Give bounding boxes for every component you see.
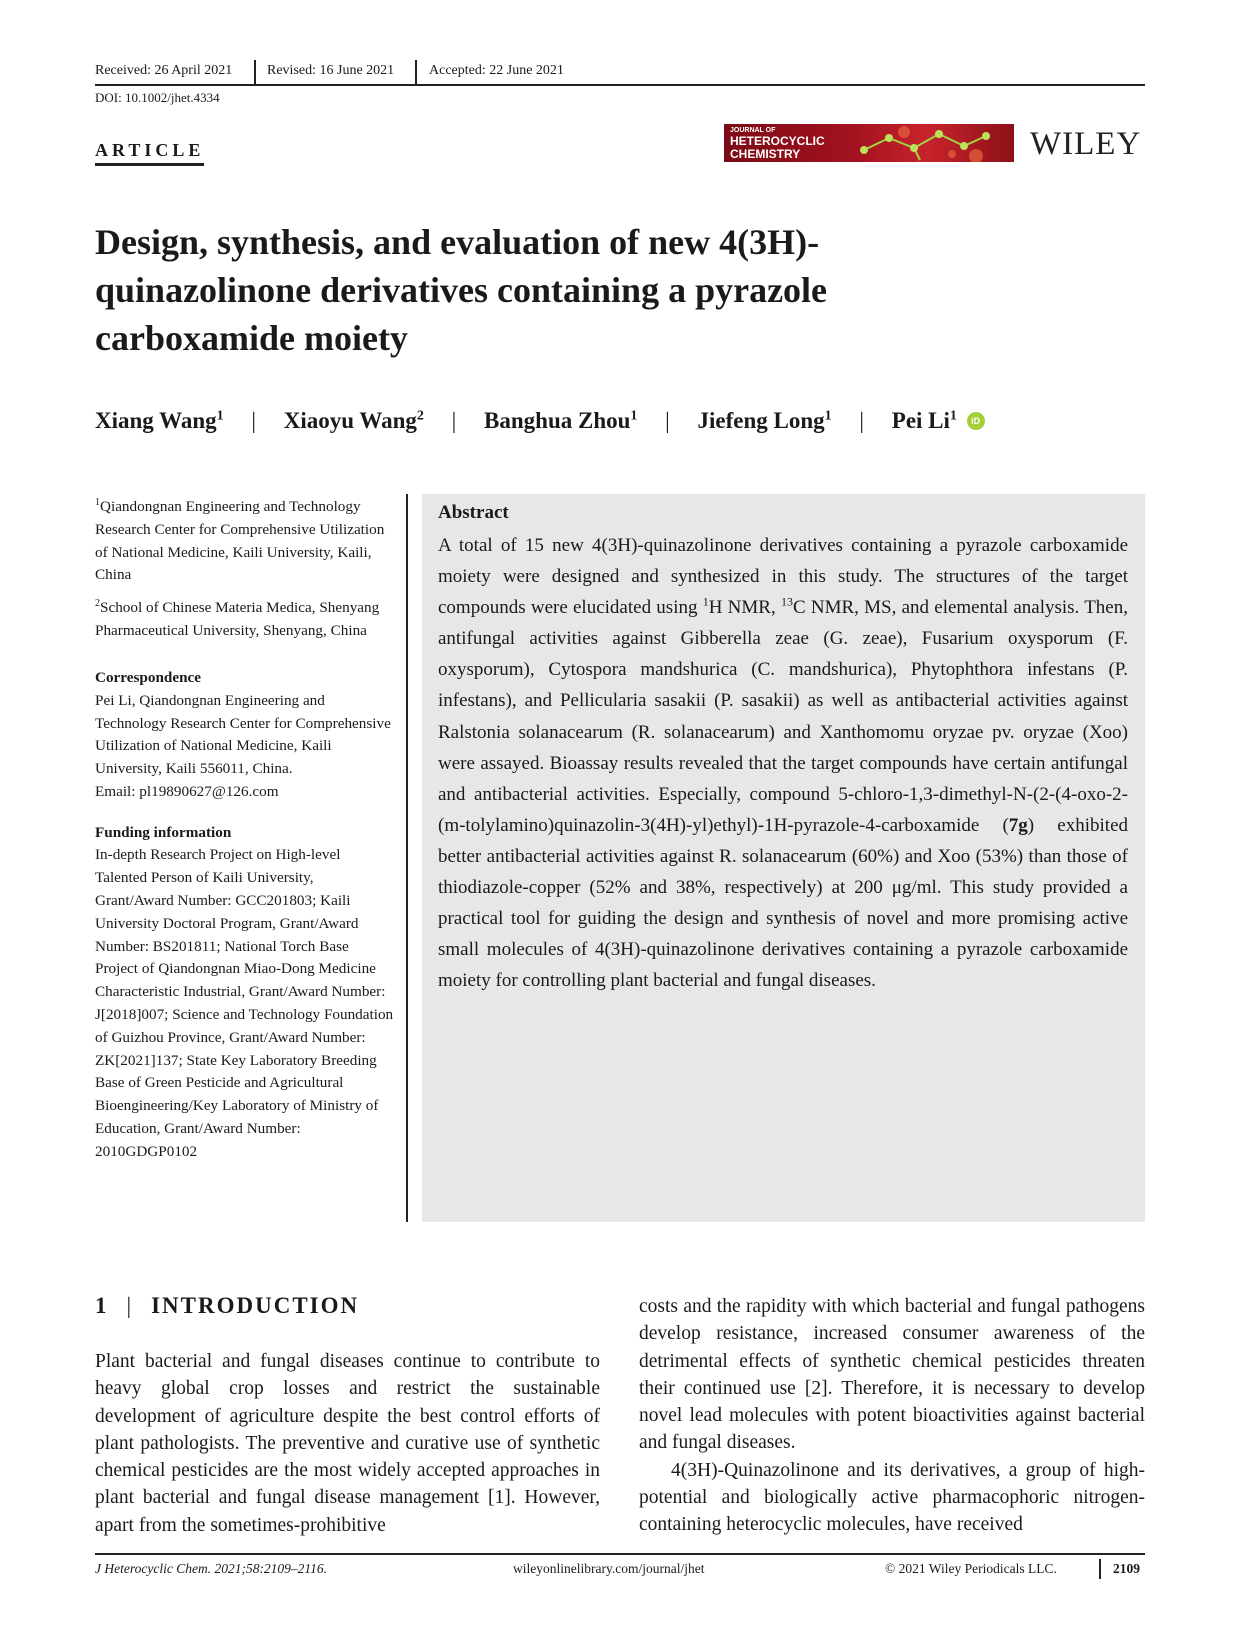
- affiliation-number: 1: [95, 497, 100, 508]
- article-sidebar: [95, 492, 395, 1164]
- author-separator: |: [251, 408, 257, 433]
- superscript: 1: [702, 594, 709, 609]
- copyright: © 2021 Wiley Periodicals LLC.: [885, 1561, 1057, 1576]
- journal-citation: J Heterocyclic Chem. 2021;58:2109–2116.: [95, 1561, 328, 1576]
- section-number: 1: [95, 1293, 109, 1318]
- author-affiliation-number: 1: [824, 408, 832, 424]
- affiliation-text: School of Chinese Materia Medica, Shenyang Pharmaceutical University, Shenyang, China: [95, 599, 380, 640]
- superscript: 13: [780, 594, 793, 609]
- compound-label: 7g: [1008, 814, 1028, 836]
- abstract-segment: H NMR,: [708, 597, 781, 619]
- intro-paragraph: Plant bacterial and fungal diseases continue to contribute to heavy global crop losses and restrict the sustainable development of agriculture despite the best control efforts of plant pathologists. The preventive and curative use of synthetic chemical pesticides are the most widely accepted approaches in plant bacterial and fungal disease management [1]. However, apart from the sometimes-prohibitive: [95, 1351, 600, 1536]
- author-separator: |: [859, 408, 865, 433]
- revised-date: Revised: 16 June 2021: [267, 63, 395, 78]
- journal-logo-line: HETEROCYCLIC: [730, 134, 825, 148]
- author-name: Xiaoyu Wang: [283, 408, 417, 433]
- abstract-text: [438, 530, 1128, 996]
- author-separator: |: [665, 408, 670, 433]
- author-affiliation-number: 1: [949, 408, 957, 424]
- author-separator: |: [451, 408, 457, 433]
- affiliation-number: 2: [95, 598, 100, 610]
- publisher-logo: WILEY: [1030, 126, 1142, 162]
- correspondence-heading: Correspondence: [95, 668, 202, 686]
- correspondence-text: Pei Li, Qiandongnan Engineering and Technology Research Center for Comprehensive Utilization of National Medicine, Kaili University, Kaili 556011, China.: [95, 691, 391, 778]
- intro-column-right: [639, 1293, 1145, 1539]
- abstract-segment: C NMR, MS, and elemental analysis. Then, antifungal activities against Gibberella zeae (G. zeae), Fusarium oxysporum (F. oxysporum), Cytospora mandshurica (C. mandshurica), Phytophthora infestans (P. infestans), and Pellicularia sasakii (P. sasakii) as well as antibacterial activities against Ralstonia solanacearum (R. solanacearum) and Xanthomomu oryzae pv. oryzae (Xoo) were assayed. Bioassay results revealed that the target compounds have certain antifungal and antibacterial activities. Especially, compound 5-chloro-1,3-dimethyl-N-(2-(4-oxo-2-(m-tolylamino)quinazolin-3(4H)-yl)ethyl)-1H-pyrazole-4-carboxamide (: [438, 597, 1128, 836]
- affiliation-text: Qiandongnan Engineering and Technology Research Center for Comprehensive Utilization of National Medicine, Kaili University, Kaili, China: [95, 498, 385, 584]
- accepted-date: Accepted: 22 June 2021: [429, 63, 564, 78]
- correspondence-email[interactable]: Email: pl19890627@126.com: [95, 782, 279, 800]
- funding-text: In-depth Research Project on High-level Talented Person of Kaili University, Grant/Award Number: GCC201803; Kaili University Doctoral Program, Grant/Award Number: BS201811; National Torch Base Project of Qiandongnan Miao-Dong Medicine Characteristic Industrial, Grant/Award Number: J[2018]007; Science and Technology Foundation of Guizhou Province, Grant/Award Number: ZK[2021]137; State Key Laboratory Breeding Base of Green Pesticide and Agricultural Bioengineering/Key Laboratory of Ministry of Education, Grant/Award Number: 2010GDGP0102: [95, 846, 394, 1160]
- journal-logo-line: JOURNAL OF: [730, 127, 776, 134]
- abstract-segment: ) exhibited better antibacterial activities against R. solanacearum (60%) and Xoo (53%) than those of thiodiazole-copper (52% and 38%, respectively) at 200 μg/ml. This study provided a practical tool for guiding the design and synthesis of novel and more promising active small molecules of 4(3H)-quinazolinone derivatives containing a pyrazole carboxamide moiety for controlling plant bacterial and fungal diseases.: [438, 814, 1128, 992]
- doi[interactable]: DOI: 10.1002/jhet.4334: [95, 90, 220, 105]
- author-name: Banghua Zhou: [484, 408, 631, 433]
- publication-dates: [95, 60, 1145, 86]
- author[interactable]: [698, 408, 832, 433]
- date-separator: [415, 60, 417, 84]
- journal-logo: [724, 124, 1014, 162]
- affiliation: [95, 492, 395, 587]
- section-title: INTRODUCTION: [151, 1293, 360, 1318]
- author-list: [95, 408, 1155, 434]
- page-footer: [95, 1561, 1145, 1581]
- journal-logo-line: CHEMISTRY: [730, 147, 801, 161]
- intro-paragraph: costs and the rapidity with which bacterial and fungal pathogens develop resistance, increased consumer awareness of the detrimental effects of synthetic chemical pesticides threaten their continued use [2]. Therefore, it is necessary to develop novel lead molecules with potent bioactivities against bacterial and fungal diseases.: [639, 1296, 1145, 1454]
- date-separator: [254, 60, 256, 84]
- author-name: Jiefeng Long: [697, 408, 825, 433]
- abstract-heading: Abstract: [438, 502, 509, 523]
- footer-rule: [95, 1553, 1145, 1555]
- author[interactable]: [284, 408, 424, 433]
- abstract-box: [422, 494, 1145, 1222]
- author-name: Xiang Wang: [95, 408, 217, 433]
- affiliation: [95, 593, 395, 643]
- author-affiliation-number: 1: [630, 408, 638, 424]
- author-name: Pei Li: [891, 408, 950, 433]
- section-separator: |: [126, 1293, 134, 1318]
- column-divider: [406, 494, 408, 1222]
- author-affiliation-number: 2: [416, 408, 424, 424]
- author[interactable]: [892, 408, 957, 433]
- funding-heading: Funding information: [95, 823, 232, 841]
- intro-paragraph: 4(3H)-Quinazolinone and its derivatives, a group of high-potential and biologically active pharmacophoric nitrogen-containing heterocyclic molecules, have received: [639, 1459, 1145, 1536]
- footer-separator: [1099, 1559, 1101, 1579]
- author[interactable]: [95, 408, 224, 433]
- article-type-label: ARTICLE: [95, 140, 204, 166]
- section-heading: [95, 1293, 359, 1319]
- page-number: 2109: [1113, 1561, 1140, 1576]
- abstract-segment: A total of 15 new 4(3H)-quinazolinone derivatives containing a pyrazole carboxamide moiety were designed and synthesized in this study. The structures of the target compounds were elucidated using: [438, 535, 1128, 619]
- received-date: Received: 26 April 2021: [95, 63, 233, 78]
- author[interactable]: [484, 408, 637, 433]
- article-title: Design, synthesis, and evaluation of new 4(3H)-quinazolinone derivatives containing a pyrazole carboxamide moiety: [95, 222, 828, 358]
- journal-url[interactable]: wileyonlinelibrary.com/journal/jhet: [513, 1561, 705, 1576]
- orcid-icon[interactable]: iD: [967, 412, 985, 430]
- author-affiliation-number: 1: [216, 408, 224, 424]
